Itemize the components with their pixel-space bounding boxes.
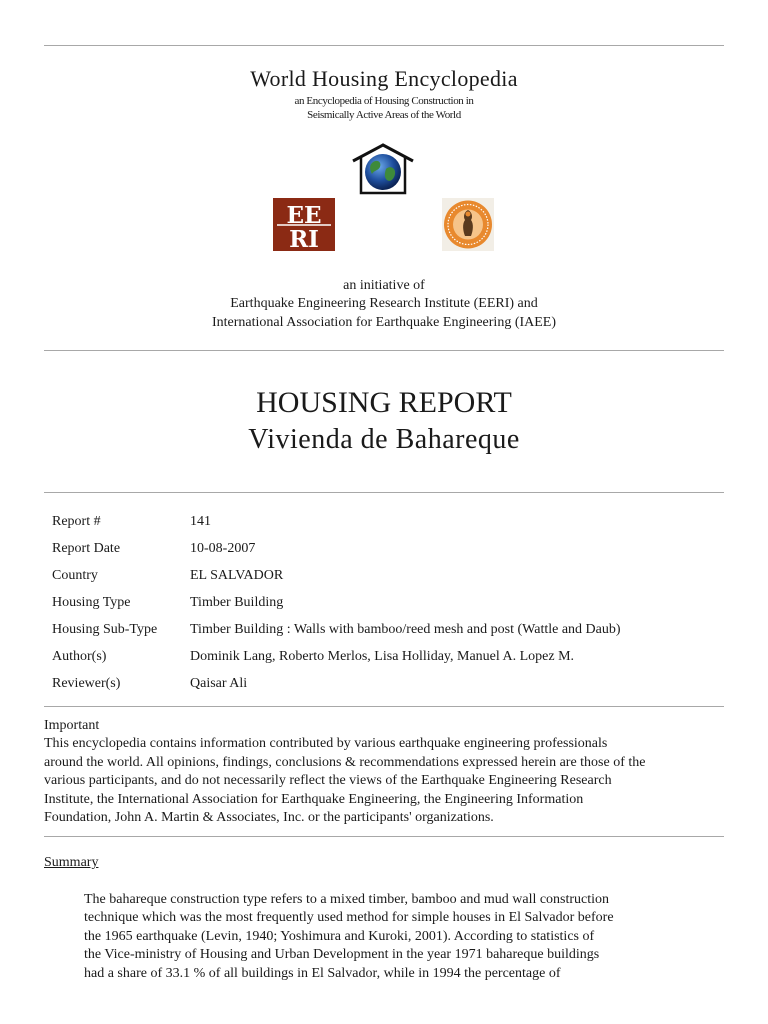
important-divider bbox=[44, 836, 724, 837]
report-title: HOUSING REPORT bbox=[256, 386, 512, 419]
world-housing-logo bbox=[350, 143, 416, 195]
metadata-label: Reviewer(s) bbox=[52, 675, 121, 691]
metadata-row-country bbox=[48, 562, 625, 589]
metadata-label: Country bbox=[52, 567, 98, 583]
metadata-value: Timber Building : Walls with bamboo/reed mesh and post (Wattle and Daub) bbox=[190, 621, 621, 637]
summary-heading: Summary bbox=[44, 855, 99, 870]
summary-line: the Vice-ministry of Housing and Urban Development in the year 1971 bahareque buildings bbox=[84, 947, 600, 963]
metadata-value: Dominik Lang, Roberto Merlos, Lisa Holliday, Manuel A. Lopez M. bbox=[190, 648, 575, 664]
initiative-intro: an initiative of bbox=[343, 278, 425, 293]
report-metadata-table bbox=[48, 508, 625, 697]
encyclopedia-title: World Housing Encyclopedia bbox=[250, 66, 518, 91]
summary-line: technique which was the most frequently used method for simple houses in El Salvador before bbox=[84, 910, 614, 926]
metadata-value: Qaisar Ali bbox=[190, 675, 248, 691]
important-line: Foundation, John A. Martin & Associates, Inc. or the participants' organizations. bbox=[44, 810, 494, 826]
metadata-label: Housing Sub-Type bbox=[52, 621, 158, 637]
summary-line: had a share of 33.1 % of all buildings in El Salvador, while in 1994 the percentage of bbox=[84, 965, 561, 981]
metadata-value: 10-08-2007 bbox=[190, 540, 256, 556]
metadata-row-authors bbox=[48, 643, 625, 670]
svg-text:RI: RI bbox=[289, 226, 319, 251]
metadata-row-report-date bbox=[48, 535, 625, 562]
metadata-row-reviewers bbox=[48, 670, 625, 697]
metadata-label: Author(s) bbox=[52, 648, 107, 664]
report-subtitle: Vivienda de Bahareque bbox=[248, 424, 520, 455]
metadata-value: 141 bbox=[190, 513, 211, 529]
important-line: around the world. All opinions, findings, conclusions & recommendations expressed herein are those of the bbox=[44, 754, 646, 770]
initiative-iaee: International Association for Earthquake Engineering (IAEE) bbox=[211, 315, 557, 330]
summary-line: The bahareque construction type refers to a mixed timber, bamboo and mud wall construction bbox=[84, 892, 610, 907]
eeri-logo bbox=[273, 198, 335, 251]
metadata-row-housing-type bbox=[48, 589, 625, 616]
metadata-label: Housing Type bbox=[52, 594, 131, 610]
title-divider bbox=[44, 492, 724, 493]
metadata-row-housing-sub-type bbox=[48, 616, 625, 643]
metadata-value: EL SALVADOR bbox=[190, 567, 284, 583]
important-line: Institute, the International Association for Earthquake Engineering, the Engineering Information bbox=[44, 791, 584, 807]
top-divider bbox=[44, 45, 724, 46]
initiative-eeri: Earthquake Engineering Research Institute (EERI) and bbox=[230, 296, 538, 311]
iaee-logo bbox=[442, 198, 494, 251]
important-line: This encyclopedia contains information contributed by various earthquake engineering professionals bbox=[44, 736, 608, 752]
summary-line: the 1965 earthquake (Levin, 1940; Yoshimura and Kuroki, 2001). According to statistics of bbox=[84, 928, 595, 944]
metadata-divider bbox=[44, 706, 724, 707]
metadata-label: Report # bbox=[52, 513, 101, 529]
important-notice bbox=[44, 717, 734, 827]
summary-body bbox=[84, 891, 704, 983]
important-heading: Important bbox=[44, 718, 100, 733]
encyclopedia-subtitle-line1: an Encyclopedia of Housing Construction in bbox=[294, 95, 474, 107]
header-divider bbox=[44, 350, 724, 351]
important-line: various participants, and do not necessarily reflect the views of the Earthquake Engineering Research bbox=[44, 773, 612, 789]
metadata-value: Timber Building bbox=[190, 594, 284, 610]
encyclopedia-subtitle-line2: Seismically Active Areas of the World bbox=[307, 109, 461, 121]
metadata-label: Report Date bbox=[52, 540, 121, 556]
svg-text:EE: EE bbox=[286, 202, 322, 229]
metadata-row-report-number bbox=[48, 508, 625, 535]
globe-icon bbox=[365, 154, 401, 190]
